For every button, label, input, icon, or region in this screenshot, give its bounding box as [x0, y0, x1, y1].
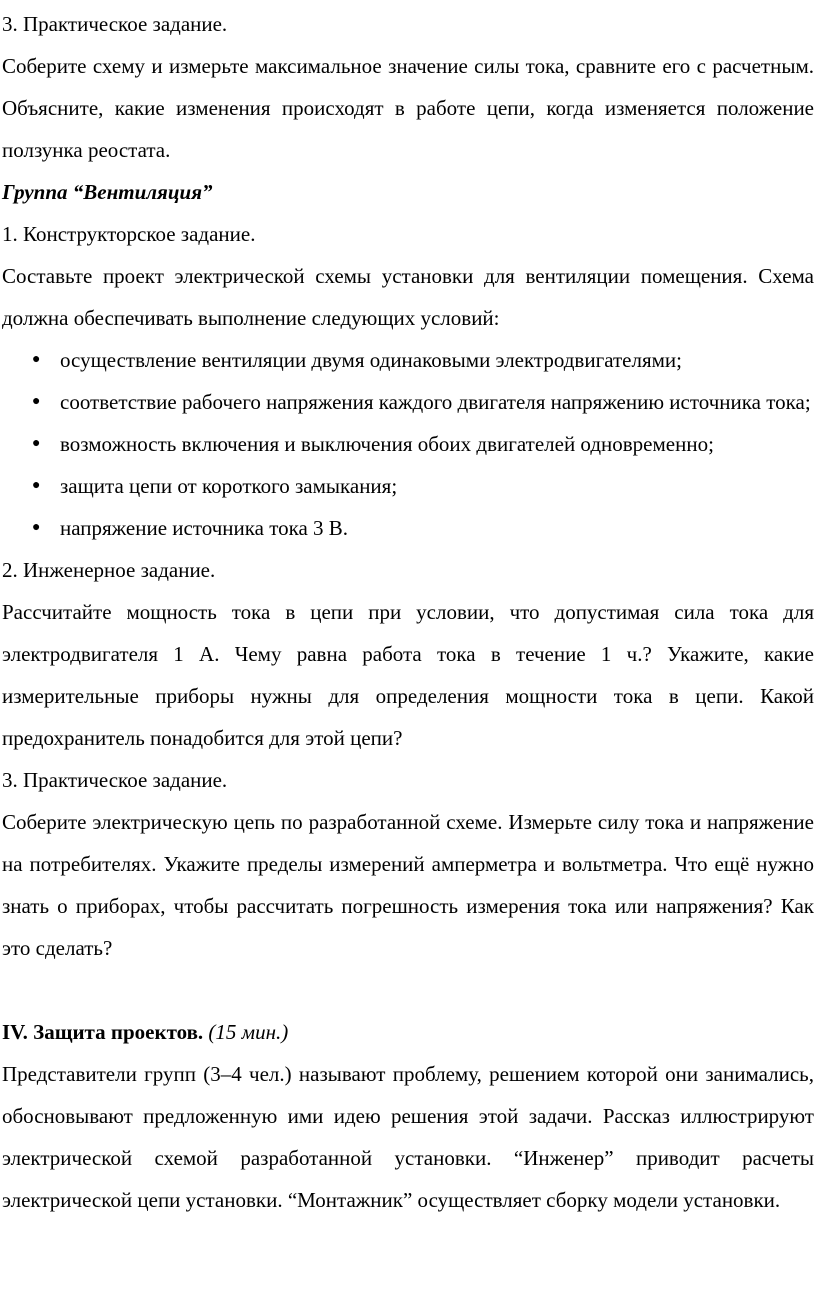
bullet-icon: ● — [32, 436, 41, 451]
section-duration: (15 мин.) — [208, 1020, 289, 1044]
list-item — [2, 507, 814, 549]
practical-task-2-text: Соберите электрическую цепь по разработанной схеме. Измерьте силу тока и напряжение на потребителях. Укажите пределы измерений амперметра и вольтметра. Что ещё нужно знать о приборах, чтобы рассчитать погрешность измерения тока или напряжения? Как это сделать? — [2, 810, 814, 960]
practical-task-text: Соберите схему и измерьте максимальное значение силы тока, сравните его с расчетным. Объясните, какие изменения происходят в работе цепи, когда изменяется положение ползунка реостата. — [2, 54, 814, 162]
list-item — [2, 339, 814, 381]
blank-line — [2, 969, 814, 1011]
design-task-heading: 1. Конструкторское задание. — [2, 222, 256, 246]
list-item — [2, 381, 814, 423]
section-text: Представители групп (3–4 чел.) называют проблему, решением которой они занимались, обосновывают предложенную ими идею решения этой задачи. Рассказ иллюстрируют электрической схемой разработанной установки. “Инженер” приводит расчеты электрической цепи установки. “Монтажник” осуществляет сборку модели установки. — [2, 1062, 814, 1212]
conditions-list — [2, 339, 814, 549]
engineering-task-text: Рассчитайте мощность тока в цепи при условии, что допустимая сила тока для электродвигателя 1 А. Чему равна работа тока в течение 1 ч.? Укажите, какие измерительные приборы нужны для определения мощности тока в цепи. Какой предохранитель понадобится для этой цепи? — [2, 600, 814, 750]
engineering-task-heading: 2. Инженерное задание. — [2, 558, 216, 582]
bullet-icon: ● — [32, 478, 41, 493]
practical-task-heading: 3. Практическое задание. — [2, 12, 228, 36]
list-item — [2, 465, 814, 507]
bullet-icon: ● — [32, 520, 41, 535]
condition-text: возможность включения и выключения обоих двигателей одновременно; — [60, 432, 714, 456]
bullet-icon: ● — [32, 394, 41, 409]
list-item — [2, 423, 814, 465]
practical-task-2-heading: 3. Практическое задание. — [2, 768, 228, 792]
condition-text: защита цепи от короткого замыкания; — [60, 474, 398, 498]
condition-text: напряжение источника тока 3 В. — [60, 516, 349, 540]
condition-text: соответствие рабочего напряжения каждого двигателя напряжению источника тока; — [60, 390, 811, 414]
condition-text: осуществление вентиляции двумя одинаковыми электродвигателями; — [60, 348, 682, 372]
section-title: IV. Защита проектов. — [2, 1020, 204, 1044]
bullet-icon: ● — [32, 352, 41, 367]
group-title: Группа “Вентиляция” — [2, 180, 213, 204]
section-heading — [2, 1011, 814, 1053]
design-task-text: Составьте проект электрической схемы установки для вентиляции помещения. Схема должна обеспечивать выполнение следующих условий: — [2, 264, 814, 330]
